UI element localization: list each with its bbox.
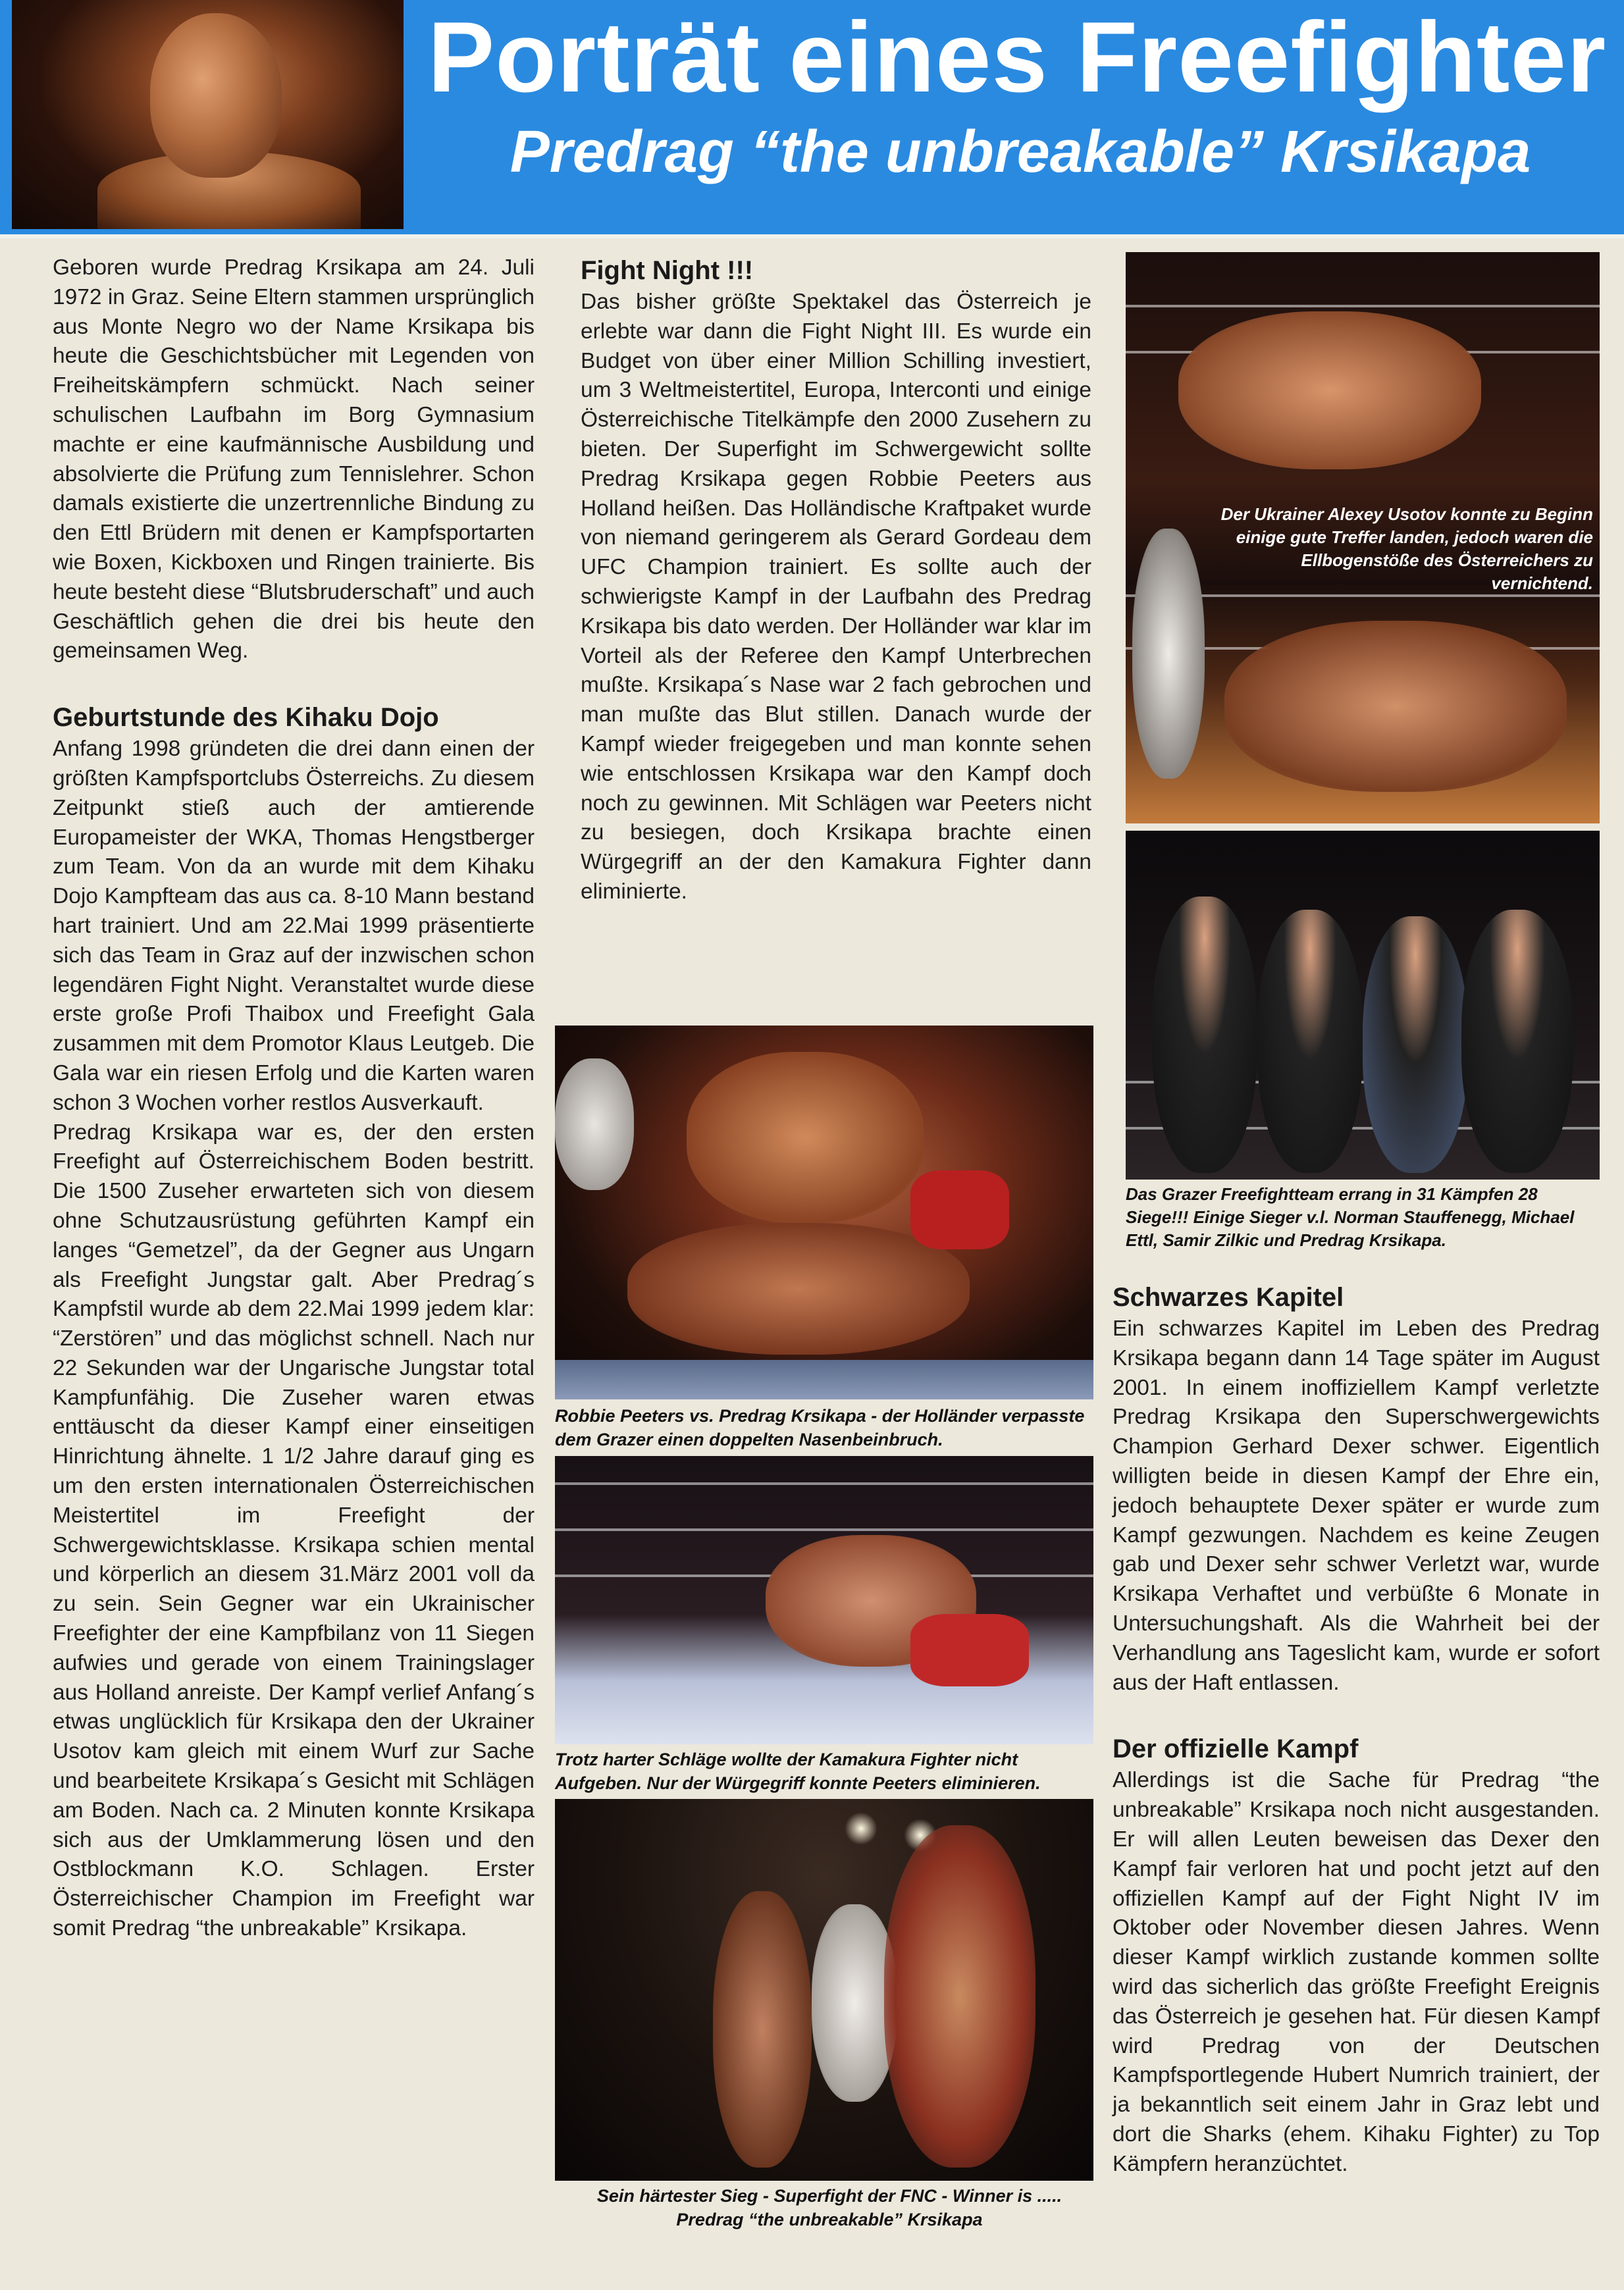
krsikapa — [884, 1825, 1035, 2168]
article-column-3 — [1113, 1280, 1600, 2179]
team-member-2 — [1257, 910, 1363, 1173]
article-column-2 — [581, 253, 1091, 907]
offizielle-kampf-paragraph: Allerdings ist die Sache für Predrag “the unbreakable” Krsikapa noch nicht ausgestanden. Er will allen Leuten beweisen das Dexer den Kampf fair verloren hat und pocht jetzt auf den offiziellen Kampf auf der Fight Night IV im Oktober oder November diesen Jahres. Wenn dieser Kampf wirklich zustande kommen sollte wird das sicherlich das größte Freefight Ereignis das Österreich je gesehen hat. Für diesen Kampf wird Predrag von der Deutschen Kampfsportlegende Hubert Numrich trainiert, der ja bekanntlich seit einem Jahr in Graz lebt und dort die Sharks (ehem. Kihaku Fighter) zu Top Kämpfern heranzüchtet. — [1113, 1768, 1600, 2176]
winner-fighter — [713, 1891, 812, 2168]
page-subtitle: Predrag “the unbreakable” Krsikapa — [510, 119, 1531, 185]
photo-kamakura-fighter — [555, 1456, 1093, 1744]
photo-victory — [555, 1799, 1093, 2181]
fighter-top — [687, 1052, 924, 1223]
schwarzes-kapitel-paragraph: Ein schwarzes Kapitel im Leben des Predrag Krsikapa begann dann 14 Tage später im August 2001. In einem inoffiziellem Kampf verletzte Predrag Krsikapa den Superschwergewichts Champion Gerhard Dexer schwer. Eigentlich willigten beide in diesen Kampf der Ehre ein, jedoch behauptete Dexer später er wurde zum Kampf gezwungen. Nachdem es keine Zeugen gab und Dexer sehr schwer Verletzt war, wurde Krsikapa Verhaftet und verbüßte 6 Monate in Untersuchungshaft. Als die Wahrheit bei der Verhandlung ans Tageslicht kam, wurde er sofort aus der Haft entlassen. — [1113, 1316, 1600, 1695]
referee — [555, 1058, 634, 1190]
ring-mat — [555, 1360, 1093, 1399]
kihaku-paragraph-1: Anfang 1998 gründeten die drei dann einen der größten Kampfsportclubs Österreichs. Zu diesem Zeitpunkt stieß auch der amtierende Europameister der WKA, Thomas Hengstberger zum Team. Von da an wurde mit dem Kihaku Dojo Kampfteam das aus ca. 8-10 Mann bestand hart trainiert. Und am 22.Mai 1999 präsentierte sich das Team in Graz auf der inzwischen schon legendären Fight Night. Veranstaltet wurde diese erste große Profi Thaibox und Freefight Gala zusammen mit dem Promotor Klaus Leutgeb. Die Gala war ein riesen Erfolg und die Karten waren schon 3 Wochen vorher restlos Ausverkauft. — [53, 737, 535, 1115]
header-banner — [0, 0, 1624, 238]
red-trunks — [910, 1614, 1029, 1686]
photo-team — [1126, 831, 1600, 1180]
portrait-head — [150, 13, 282, 178]
page-title: Porträt eines Freefighter — [427, 1, 1607, 113]
section-heading-fight-night: Fight Night !!! — [581, 256, 754, 285]
caption-team: Das Grazer Freefightteam errang in 31 Kämpfen 28 Siege!!! Einige Sieger v.l. Norman Stauffenegg, Michael Ettl, Samir Zilkic und Predrag Krsikapa. — [1126, 1184, 1575, 1250]
fighters-ground-top — [1178, 311, 1481, 469]
caption-kamakura: Trotz harter Schläge wollte der Kamakura Fighter nicht Aufgeben. Nur der Würgegriff konnte Peeters eliminieren. — [555, 1750, 1041, 1793]
kihaku-paragraph-2: Predrag Krsikapa war es, der den ersten Freefight auf Österreichischem Boden bestritt. Die 1500 Zuseher erwarteten sich von diesem ohne Schutzausrüstung geführten Kampf ein langes “Gemetzel”, da der Gegner aus Ungarn als Freefight Jungstar galt. Aber Predrag´s Kampfstil wurde ab dem 22.Mai 1999 jedem klar: “Zerstören” und das möglichst schnell. Nach nur 22 Sekunden war der Ungarische Jungstar total Kampfunfähig. Die Zuseher waren etwas enttäuscht da dieser Kampf einer einseitigen Hinrichtung ähnelte. 1 1/2 Jahre darauf ging es um den ersten internationalen Österreichischen Meistertitel im Freefight der Schwergewichtsklasse. Krsikapa schien mental und körperlich an diesem 31.März 2001 voll da zu sein. Sein Gegner war ein Ukrainischer Freefighter der eine Kampfbilanz von 11 Siegen aufwies und gerade von einem Trainingslager aus Holland anreiste. Der Kampf verlief Anfang´s etwas unglücklich für Krsikapa den der Ukrainer Usotov kam gleich mit einem Wurf zur Sache und bearbeitete Krsikapa´s Gesicht mit Schlägen am Boden. Nach ca. 2 Minuten konnte Krsikapa sich aus der Umklammerung lösen und den Ostblockmann K.O. Schlagen. Erster Österreichischer Champion im Freefight war somit Predrag “the unbreakable” Krsikapa. — [53, 1120, 535, 1941]
caption-victory: Sein härtester Sieg - Superfight der FNC - Winner is ..... Predrag “the unbreakable” Krsikapa — [596, 2186, 1062, 2229]
fighters-ground-bottom — [1224, 621, 1567, 792]
intro-paragraph: Geboren wurde Predrag Krsikapa am 24. Juli 1972 in Graz. Seine Eltern stammen ursprünglich aus Monte Negro wo der Name Krsikapa bis heute die Geschichtsbücher mit Legenden von Freiheitskämpfern schmückt. Nach seiner schulischen Laufbahn im Borg Gymnasium machte er eine kaufmännische Ausbildung und absolvierte die Prüfung zum Tennislehrer. Schon damals existierte die unzertrennliche Bindung zu den Ettl Brüdern mit denen er Kampfsportarten wie Boxen, Kickboxen und Ringen trainierte. Bis heute besteht diese “Blutsbruderschaft” und auch Geschäftlich gehen die drei bis heute den gemeinsamen Weg. — [53, 255, 535, 664]
section-heading-kihaku-dojo: Geburtstunde des Kihaku Dojo — [53, 703, 439, 733]
caption-peeters: Robbie Peeters vs. Predrag Krsikapa - der Holländer verpasste dem Grazer einen doppelten Nasenbeinbruch. — [555, 1406, 1085, 1449]
team-member-1 — [1152, 897, 1257, 1173]
fighter-bottom — [627, 1223, 970, 1355]
article-column-1 — [53, 253, 535, 1944]
team-member-4 — [1461, 910, 1573, 1173]
spotlight — [845, 1812, 877, 1845]
red-trunks — [910, 1170, 1009, 1249]
caption-usotov: Der Ukrainer Alexey Usotov konnte zu Beginn einige gute Treffer landen, jedoch waren die Ellbogenstöße des Österreichers zu vernichtend. — [1220, 504, 1593, 593]
ring-rope — [555, 1528, 1093, 1531]
photo-peeters-vs-krsikapa — [555, 1026, 1093, 1399]
ring-rope — [1126, 305, 1600, 307]
ring-rope — [555, 1482, 1093, 1485]
section-heading-schwarzes-kapitel: Schwarzes Kapitel — [1113, 1283, 1344, 1312]
header-portrait-photo — [12, 0, 404, 229]
fight-night-paragraph: Das bisher größte Spektakel das Österreich je erlebte war dann die Fight Night III. Es wurde ein Budget von über einer Million Schilling investiert, um 3 Weltmeistertitel, Europa, Interconti und einige Österreichische Titelkämpfe den 2000 Zusehern zu bieten. Der Superfight im Schwergewicht sollte Predrag Krsikapa gegen Robbie Peeters aus Holland heißen. Das Holländische Kraftpaket wurde von niemand geringerem als Gerard Gordeau dem UFC Champion trainiert. Es sollte auch der schwierigste Kampf in der Laufbahn des Predrag Krsikapa bis dato werden. Der Holländer war klar im Vorteil als der Referee den Kampf Unterbrechen mußte. Krsikapa´s Nase war 2 fach gebrochen und man mußte das Blut stillen. Danach wurde der Kampf wieder freigegeben und man konnte sehen wie entschlossen Krsikapa war den Kampf doch noch zu gewinnen. Mit Schlägen war Peeters nicht zu besiegen, doch Krsikapa brachte einen Würgegriff an der den Kamakura Fighter dann eliminierte. — [581, 290, 1091, 904]
section-heading-offizielle-kampf: Der offizielle Kampf — [1113, 1734, 1359, 1764]
team-member-3 — [1363, 916, 1468, 1173]
referee — [1132, 529, 1205, 779]
